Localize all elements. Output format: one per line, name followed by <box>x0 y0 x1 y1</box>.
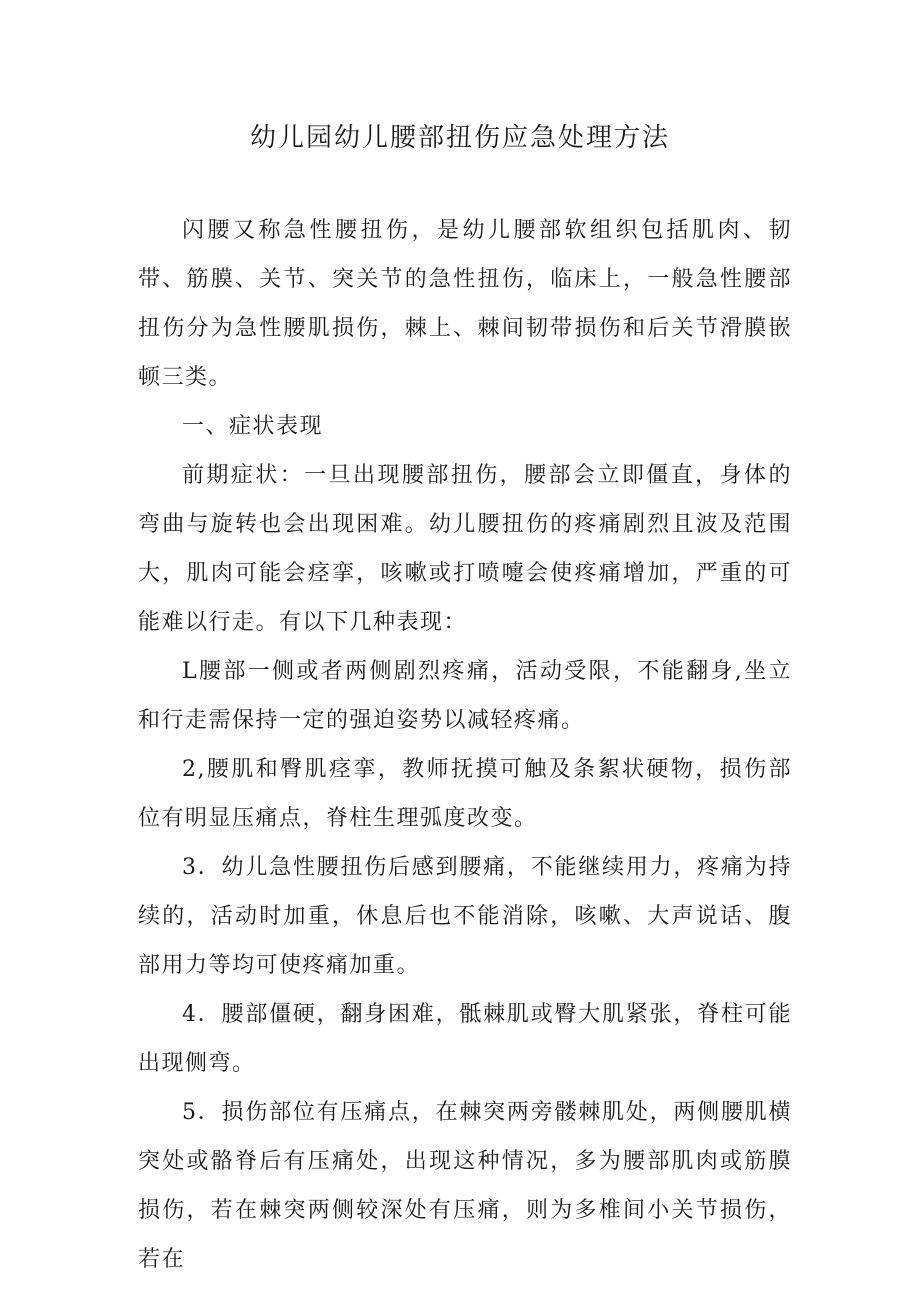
list-item-3: 3．幼儿急性腰扭伤后感到腰痛，不能继续用力，疼痛为持续的，活动时加重，休息后也不能消除，咳嗽、大声说话、腹部用力等均可使疼痛加重。 <box>138 855 792 978</box>
list-item-1: L腰部一侧或者两侧剧烈疼痛，活动受限，不能翻身,坐立和行走需保持一定的强迫姿势以减轻疼痛。 <box>138 659 792 733</box>
list-item-4: 4．腰部僵硬，翻身困难，骶棘肌或臀大肌紧张，脊柱可能出现侧弯。 <box>138 1002 792 1076</box>
paragraph-intro: 闪腰又称急性腰扭伤，是幼儿腰部软组织包括肌肉、韧带、筋膜、关节、突关节的急性扭伤，临床上，一般急性腰部扭伤分为急性腰肌损伤，棘上、棘间韧带损伤和后关节滑膜嵌顿三类。 <box>138 218 792 390</box>
paragraph-early-symptoms: 前期症状：一旦出现腰部扭伤，腰部会立即僵直，身体的弯曲与旋转也会出现困难。幼儿腰扭伤的疼痛剧烈且波及范围大，肌肉可能会痉挛，咳嗽或打喷嚏会使疼痛增加，严重的可能难以行走。有以下几种表现： <box>138 463 792 635</box>
list-item-2: 2,腰肌和臀肌痉挛，教师抚摸可触及条絮状硬物，损伤部位有明显压痛点，脊柱生理弧度改变。 <box>138 757 792 831</box>
section-heading-symptoms: 一、症状表现 <box>182 414 324 439</box>
document-body <box>138 206 792 1284</box>
document-title: 幼儿园幼儿腰部扭伤应急处理方法 <box>249 123 670 153</box>
list-item-5: 5．损伤部位有压痛点，在棘突两旁髅棘肌处，两侧腰肌横突处或骼脊后有压痛处，出现这种情况，多为腰部肌肉或筋膜损伤，若在棘突两侧较深处有压痛，则为多椎间小关节损伤，若在 <box>138 1100 792 1272</box>
